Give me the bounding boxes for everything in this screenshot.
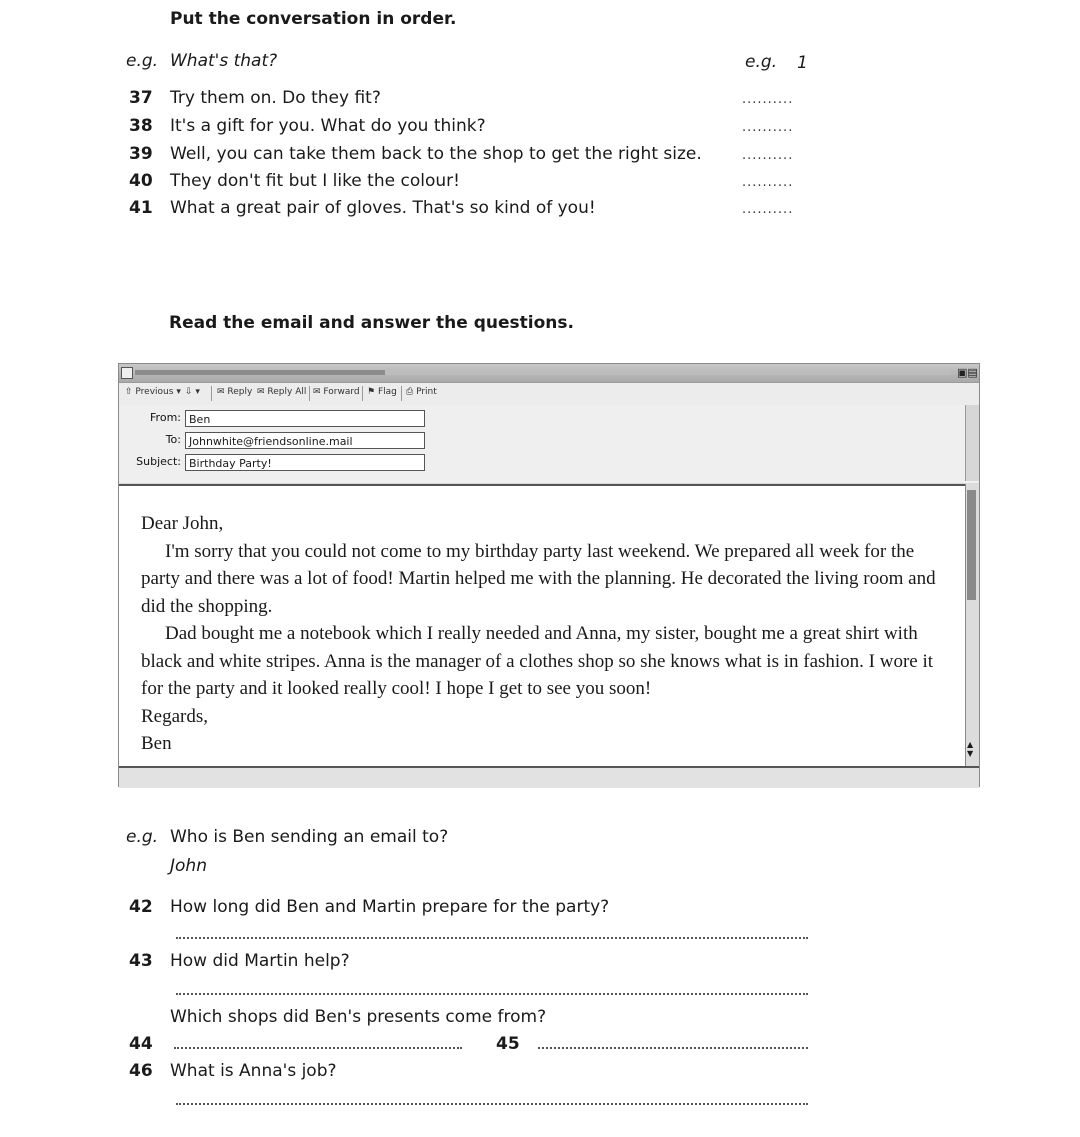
email-header — [119, 405, 979, 483]
email-body — [119, 484, 979, 768]
window-footer — [119, 766, 979, 788]
from-label: From: — [150, 411, 181, 424]
title-bar — [119, 364, 979, 382]
q43-number: 43 — [129, 951, 153, 971]
item-number: 40 — [129, 171, 153, 191]
q-example-marker: e.g. — [126, 827, 159, 847]
toolbar-flag[interactable]: ⚑ Flag — [367, 387, 397, 397]
toolbar-next[interactable]: ⇩ ▾ — [185, 387, 200, 397]
window-close-icon[interactable] — [121, 367, 133, 379]
email-greeting: Dear John, — [141, 513, 224, 534]
email-paragraph: Dad bought me a notebook which I really needed and Anna, my sister, bought me a great shirt with black and white stripes. Anna is the manager of a clothes shop so she knows what is in fashion. I wore it for the party and it looked really cool! I hope I get to see you soon! — [141, 623, 934, 699]
email-signature: Ben — [141, 733, 172, 754]
answer-blank[interactable]: .......... — [742, 202, 794, 217]
header-scrollbar[interactable] — [965, 405, 979, 481]
email-closing: Regards, — [141, 705, 209, 727]
email-toolbar — [119, 382, 979, 406]
q42-answer-line[interactable] — [176, 937, 808, 939]
q43-text: How did Martin help? — [170, 951, 350, 971]
q45-answer-line[interactable] — [538, 1047, 808, 1049]
answer-blank[interactable]: .......... — [742, 148, 794, 163]
toolbar-reply-all[interactable]: ✉ Reply All — [257, 387, 307, 397]
subject-field[interactable]: Birthday Party! — [185, 454, 425, 471]
to-field[interactable]: Johnwhite@friendsonline.mail — [185, 432, 425, 449]
item-number: 41 — [129, 198, 153, 218]
to-label: To: — [165, 433, 181, 446]
example-text: What's that? — [170, 51, 278, 71]
q45-number: 45 — [496, 1034, 520, 1054]
q42-text: How long did Ben and Martin prepare for the party? — [170, 897, 610, 917]
q44-answer-line[interactable] — [174, 1047, 462, 1049]
answer-blank[interactable]: .......... — [742, 120, 794, 135]
subject-label: Subject: — [136, 455, 181, 468]
q-example-answer: John — [170, 856, 207, 876]
q46-number: 46 — [129, 1061, 153, 1081]
q46-text: What is Anna's job? — [170, 1061, 337, 1081]
toolbar-print[interactable]: ⎙ Print — [406, 387, 437, 397]
section1-instruction: Put the conversation in order. — [170, 9, 457, 29]
toolbar-separator — [211, 386, 212, 401]
q44-number: 44 — [129, 1034, 153, 1054]
toolbar-separator — [362, 386, 363, 401]
item-number: 38 — [129, 116, 153, 136]
title-stripe — [381, 370, 951, 375]
answer-blank[interactable]: .......... — [742, 92, 794, 107]
example-answer-marker: e.g. — [745, 52, 778, 72]
item-text: Well, you can take them back to the shop to get the right size. — [170, 144, 702, 164]
from-field[interactable]: Ben — [185, 410, 425, 427]
scroll-up-icon[interactable]: ▲ ▼ — [967, 740, 974, 758]
toolbar-forward[interactable]: ✉ Forward — [313, 387, 360, 397]
item-number: 37 — [129, 88, 153, 108]
toolbar-separator — [401, 386, 402, 401]
scrollbar-thumb[interactable] — [967, 490, 976, 600]
email-paragraph: I'm sorry that you could not come to my birthday party last weekend. We prepared all week for the party and there was a lot of food! Martin helped me with the planning. He decorated the living room and did the shopping. — [141, 540, 936, 617]
section2-instruction: Read the email and answer the questions. — [169, 313, 574, 333]
q46-answer-line[interactable] — [176, 1103, 808, 1105]
q42-number: 42 — [129, 897, 153, 917]
example-marker: e.g. — [126, 51, 159, 71]
toolbar-reply[interactable]: ✉ Reply — [217, 387, 253, 397]
q-example-text: Who is Ben sending an email to? — [170, 827, 449, 847]
example-answer: 1 — [797, 53, 808, 73]
toolbar-separator — [309, 386, 310, 401]
item-text: It's a gift for you. What do you think? — [170, 116, 486, 136]
toolbar-previous[interactable]: ⇧ Previous ▾ — [125, 387, 181, 397]
item-text: They don't fit but I like the colour! — [170, 171, 460, 191]
window-resize-icon[interactable]: ▣▤ — [957, 366, 978, 379]
email-window — [118, 363, 980, 787]
q43-answer-line[interactable] — [176, 993, 808, 995]
item-text: Try them on. Do they fit? — [170, 88, 381, 108]
shops-question: Which shops did Ben's presents come from? — [170, 1007, 547, 1027]
item-number: 39 — [129, 144, 153, 164]
email-text — [141, 510, 941, 758]
item-text: What a great pair of gloves. That's so kind of you! — [170, 198, 596, 218]
answer-blank[interactable]: .......... — [742, 175, 794, 190]
title-stripe — [135, 370, 385, 375]
